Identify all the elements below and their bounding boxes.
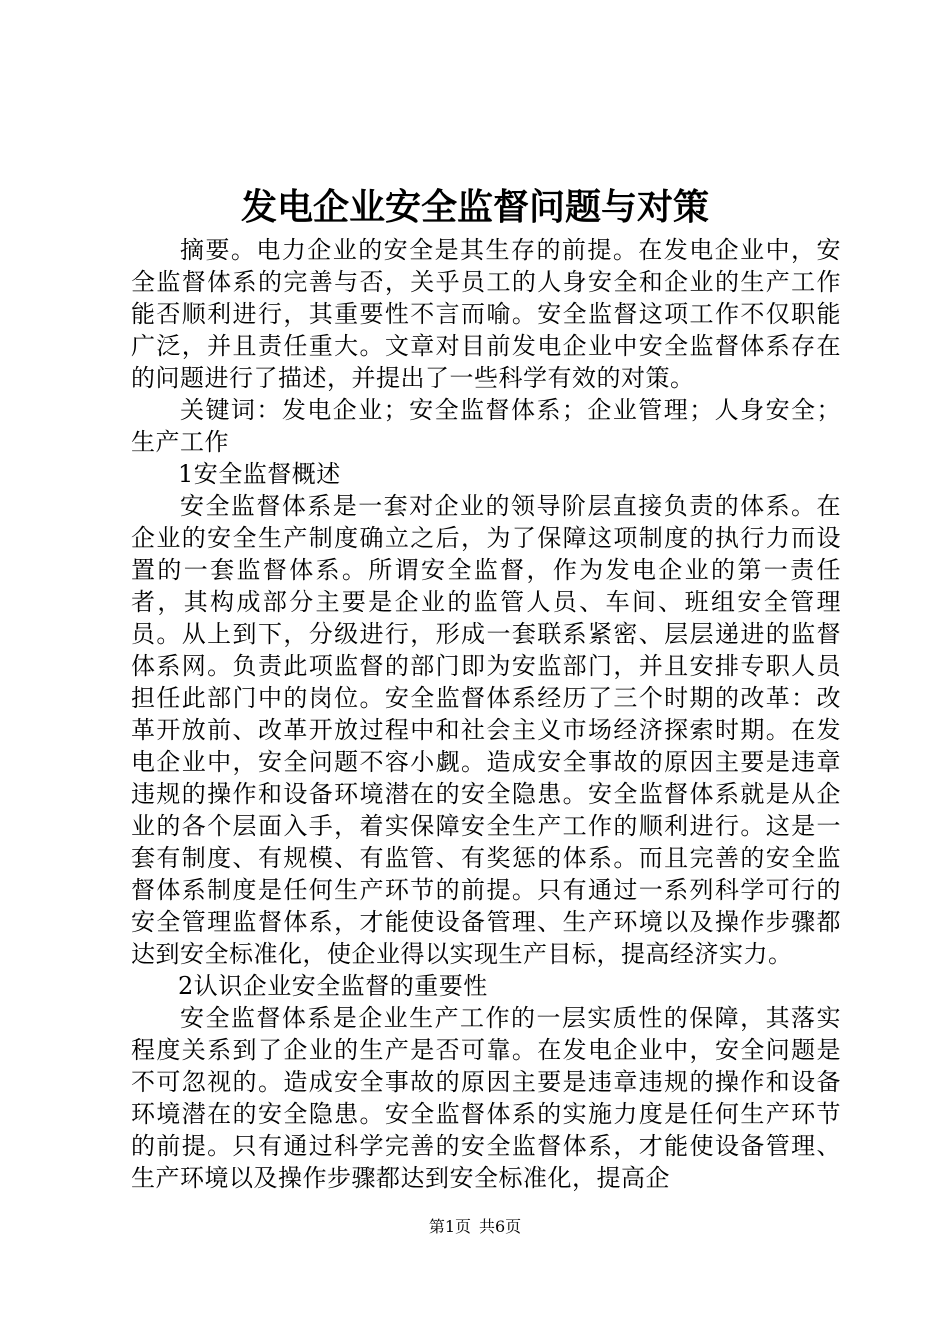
section-paragraph: 安全监督体系是一套对企业的领导阶层直接负责的体系。在企业的安全生产制度确立之后，为了保障这项制度的执行力而设置的一套监督体系。所谓安全监督，作为发电企业的第一责任者，其构成部分主要是企业的监管人员、车间、班组安全管理员。从上到下，分级进行，形成一套联系紧密、层层递进的监督体系网。负责此项监督的部门即为安监部门，并且安排专职人员担任此部门中的岗位。安全监督体系经历了三个时期的改革：改革开放前、改革开放过程中和社会主义市场经济探索时期。在发电企业中，安全问题不容小觑。造成安全事故的原因主要是违章违规的操作和设备环境潜在的安全隐患。安全监督体系就是从企业的各个层面入手，着实保障安全生产工作的顺利进行。这是一套有制度、有规模、有监管、有奖惩的体系。而且完善的安全监督体系制度是任何生产环节的前提。只有通过一系列科学可行的安全管理监督体系，才能使设备管理、生产环境以及操作步骤都达到安全标准化，使企业得以实现生产目标，提高经济实力。 [131, 492, 841, 968]
abstract-paragraph: 摘要。电力企业的安全是其生存的前提。在发电企业中，安全监督体系的完善与否，关乎员工的人身安全和企业的生产工作能否顺利进行，其重要性不言而喻。安全监督这项工作不仅职能广泛，并且责任重大。文章对目前发电企业中安全监督体系存在的问题进行了描述，并提出了一些科学有效的对策。 [131, 236, 841, 392]
page-number: 第1页 [428, 1217, 471, 1236]
section-heading: 2认识企业安全监督的重要性 [178, 972, 488, 1000]
section-paragraph: 安全监督体系是企业生产工作的一层实质性的保障，其落实程度关系到了企业的生产是否可靠。在发电企业中，安全问题是不可忽视的。造成安全事故的原因主要是违章违规的操作和设备环境潜在的安全隐患。安全监督体系的实施力度是任何生产环节的前提。只有通过科学完善的安全监督体系，才能使设备管理、生产环境以及操作步骤都达到安全标准化，提高企 [131, 1004, 841, 1192]
document-body [131, 234, 841, 1194]
page-footer [0, 1216, 950, 1238]
document-title: 发电企业安全监督问题与对策 [240, 187, 709, 228]
section-heading: 1安全监督概述 [178, 460, 341, 488]
keywords-paragraph: 关键词：发电企业；安全监督体系；企业管理；人身安全；生产工作 [131, 396, 841, 456]
page-count: 共6页 [479, 1217, 522, 1236]
